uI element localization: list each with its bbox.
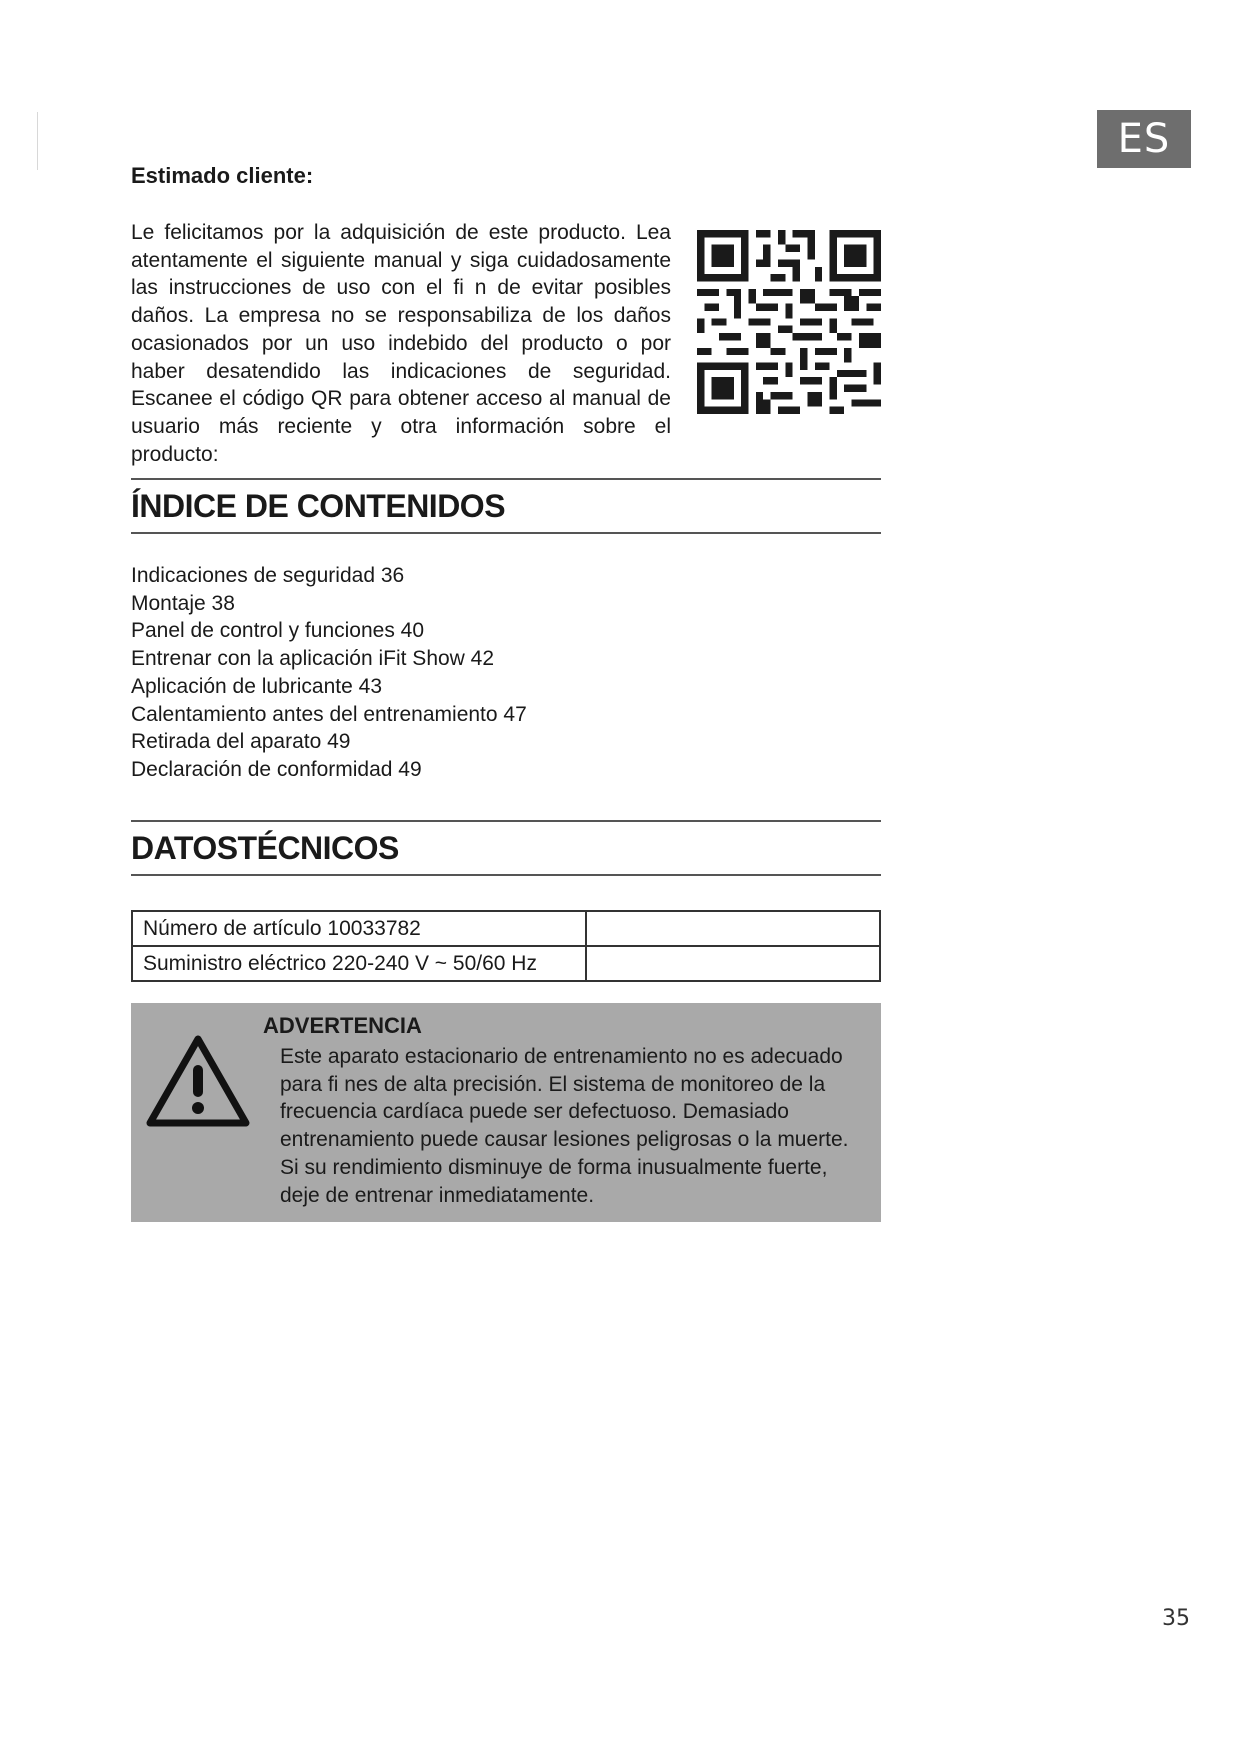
technical-data-heading-block — [131, 820, 881, 876]
toc-item: Panel de control y funciones 40 — [131, 619, 425, 643]
margin-rule — [37, 112, 38, 170]
intro-paragraph: Le felicitamos por la adquisición de este producto. Lea atentamente el siguiente manual y siga cuidadosamente las instrucciones de uso con el ﬁ n de evitar posibles daños. La empresa no se responsabiliza de los daños ocasionados por un uso indebido del producto o por haber desatendido las indicaciones de seguridad. Escanee el código QR para obtener acceso al manual de usuario más reciente y otra información sobre el producto: — [131, 221, 671, 466]
qr-code-icon — [697, 230, 881, 414]
technical-data-table — [131, 910, 881, 982]
table-of-contents — [131, 562, 527, 784]
warning-line: frecuencia cardíaca puede ser defectuoso. Demasiado — [280, 1100, 789, 1124]
table-cell-label: Suministro eléctrico 220-240 V ~ 50/60 Hz — [132, 946, 586, 981]
table-cell-value — [586, 946, 880, 981]
page-number: 35 — [1162, 1606, 1190, 1631]
warning-triangle-icon — [145, 1033, 251, 1129]
warning-line: deje de entrenar inmediatamente. — [280, 1183, 595, 1207]
table-cell-value — [586, 911, 880, 946]
table-cell-label: Número de artículo 10033782 — [132, 911, 586, 946]
warning-line: para ﬁ nes de alta precisión. El sistema de monitoreo de la — [280, 1072, 826, 1096]
warning-line: entrenamiento puede causar lesiones peligrosas o la muerte. — [280, 1128, 849, 1152]
warning-line: Si su rendimiento disminuye de forma inusualmente fuerte, — [280, 1155, 828, 1179]
toc-item: Montaje 38 — [131, 591, 235, 615]
toc-item: Declaración de conformidad 49 — [131, 757, 422, 781]
technical-data-heading: DATOSTÉCNICOS — [131, 830, 399, 866]
language-badge: ES — [1097, 110, 1191, 168]
toc-heading-block — [131, 478, 881, 534]
toc-item: Retirada del aparato 49 — [131, 730, 351, 754]
warning-title: ADVERTENCIA — [263, 1013, 422, 1038]
warning-box — [131, 1003, 881, 1222]
toc-item: Indicaciones de seguridad 36 — [131, 564, 405, 587]
toc-item: Aplicación de lubricante 43 — [131, 674, 382, 698]
toc-item: Calentamiento antes del entrenamiento 47 — [131, 702, 527, 726]
table-row — [132, 911, 880, 946]
warning-line: Este aparato estacionario de entrenamiento no es adecuado — [280, 1045, 843, 1068]
warning-text — [280, 1043, 870, 1209]
toc-heading: ÍNDICE DE CONTENIDOS — [131, 488, 506, 524]
table-row — [132, 946, 880, 981]
greeting: Estimado cliente: — [131, 163, 314, 188]
toc-item: Entrenar con la aplicación iFit Show 42 — [131, 647, 495, 671]
